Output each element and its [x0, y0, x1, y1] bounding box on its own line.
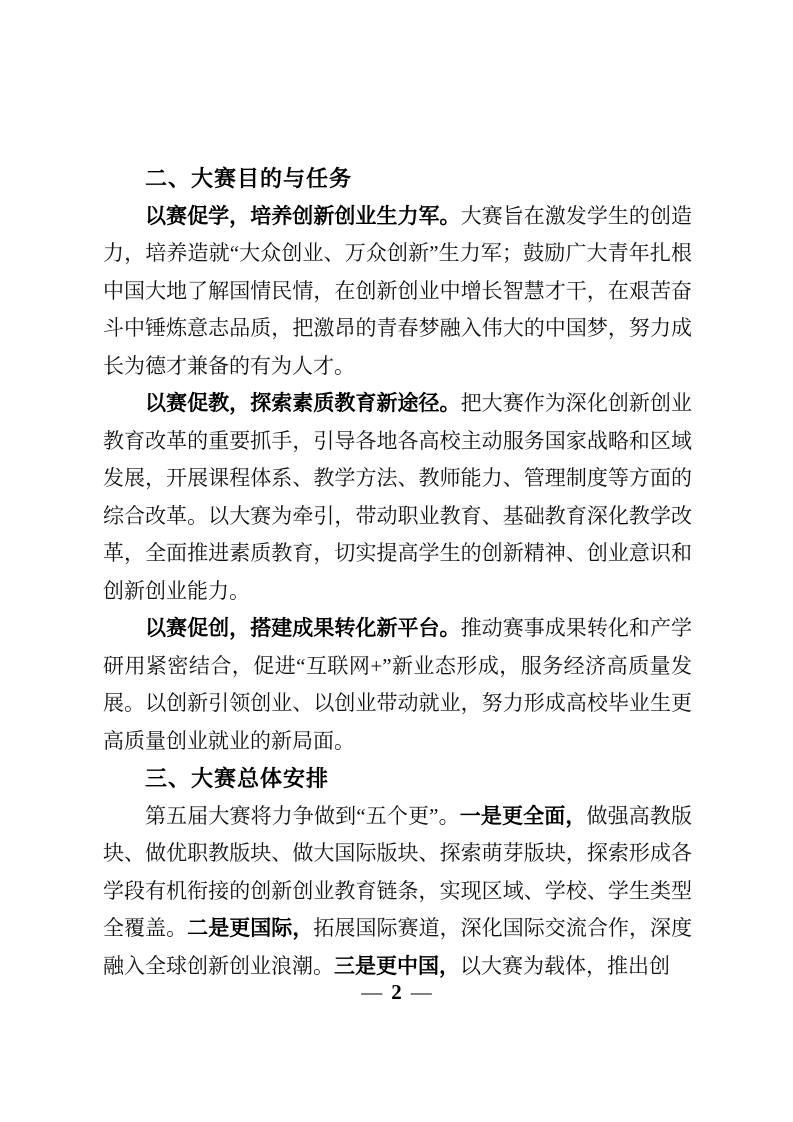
paragraph-emphasis-bold: 一是更全面，: [459, 803, 587, 828]
paragraph-promote-teaching: [103, 385, 692, 610]
paragraph-lead-bold: 以赛促教，探索素质教育新途径。: [145, 391, 461, 415]
paragraph-body-text: 推动赛事成果转化和产学研用紧密结合，促进“互联网+”新业态形成，服务经济高质量发展。以创新引领创业、以创业带动就业，努力形成高校毕业生更高质量创业就业的新局面。: [103, 616, 693, 753]
paragraph-five-mores: [103, 798, 692, 986]
paragraph-body-text: 以大赛为载体，推出创: [460, 953, 670, 978]
footer-right-dash: —: [410, 980, 432, 1004]
document-content: [103, 160, 692, 985]
paragraph-promote-innovation: [103, 610, 692, 760]
page-footer: [0, 980, 793, 1005]
paragraph-lead-bold: 以赛促创，搭建成果转化新平台。: [145, 616, 461, 640]
paragraph-lead-bold: 以赛促学，培养创新创业生力军。: [145, 203, 461, 228]
section-heading-overall-arrangement: 三、大赛总体安排: [145, 766, 330, 791]
paragraph-body-text: 拓展国际赛道，深化国际交流合作，深度融入全球创新创业浪潮。: [103, 916, 693, 978]
page-number: 2: [391, 980, 402, 1004]
paragraph-body-text: 把大赛作为深化创新创业教育改革的重要抓手，引导各地各高校主动服务国家战略和区域发展，开展课程体系、教学方法、教师能力、管理制度等方面的综合改革。以大赛为牵引，带动职业教育、基础教育深化教学改革，全面推进素质教育，切实提高学生的创新精神、创业意识和创新创业能力。: [103, 391, 693, 603]
paragraph-body-text: 做强高教版块、做优职教版块、做大国际版块、探索萌芽版块，探索形成各学段有机衔接的创新创业教育链条，实现区域、学校、学生类型全覆盖。: [103, 803, 693, 940]
paragraph-promote-learning: [103, 198, 692, 386]
paragraph-body-text: 大赛旨在激发学生的创造力，培养造就“大众创业、万众创新”生力军；鼓励广大青年扎根中国大地了解国情民情，在创新创业中增长智慧才干，在艰苦奋斗中锤炼意志品质，把激昂的青春梦融入伟大的中国梦，努力成长为德才兼备的有为人才。: [103, 203, 693, 378]
paragraph-emphasis-bold: 三是更中国，: [334, 953, 460, 978]
section-heading-goals-tasks: 二、大赛目的与任务: [145, 166, 353, 191]
paragraph-emphasis-bold: 二是更国际，: [187, 916, 314, 940]
paragraph-body-text: 第五届大赛将力争做到“五个更”。: [145, 803, 460, 828]
footer-left-dash: —: [361, 980, 383, 1004]
